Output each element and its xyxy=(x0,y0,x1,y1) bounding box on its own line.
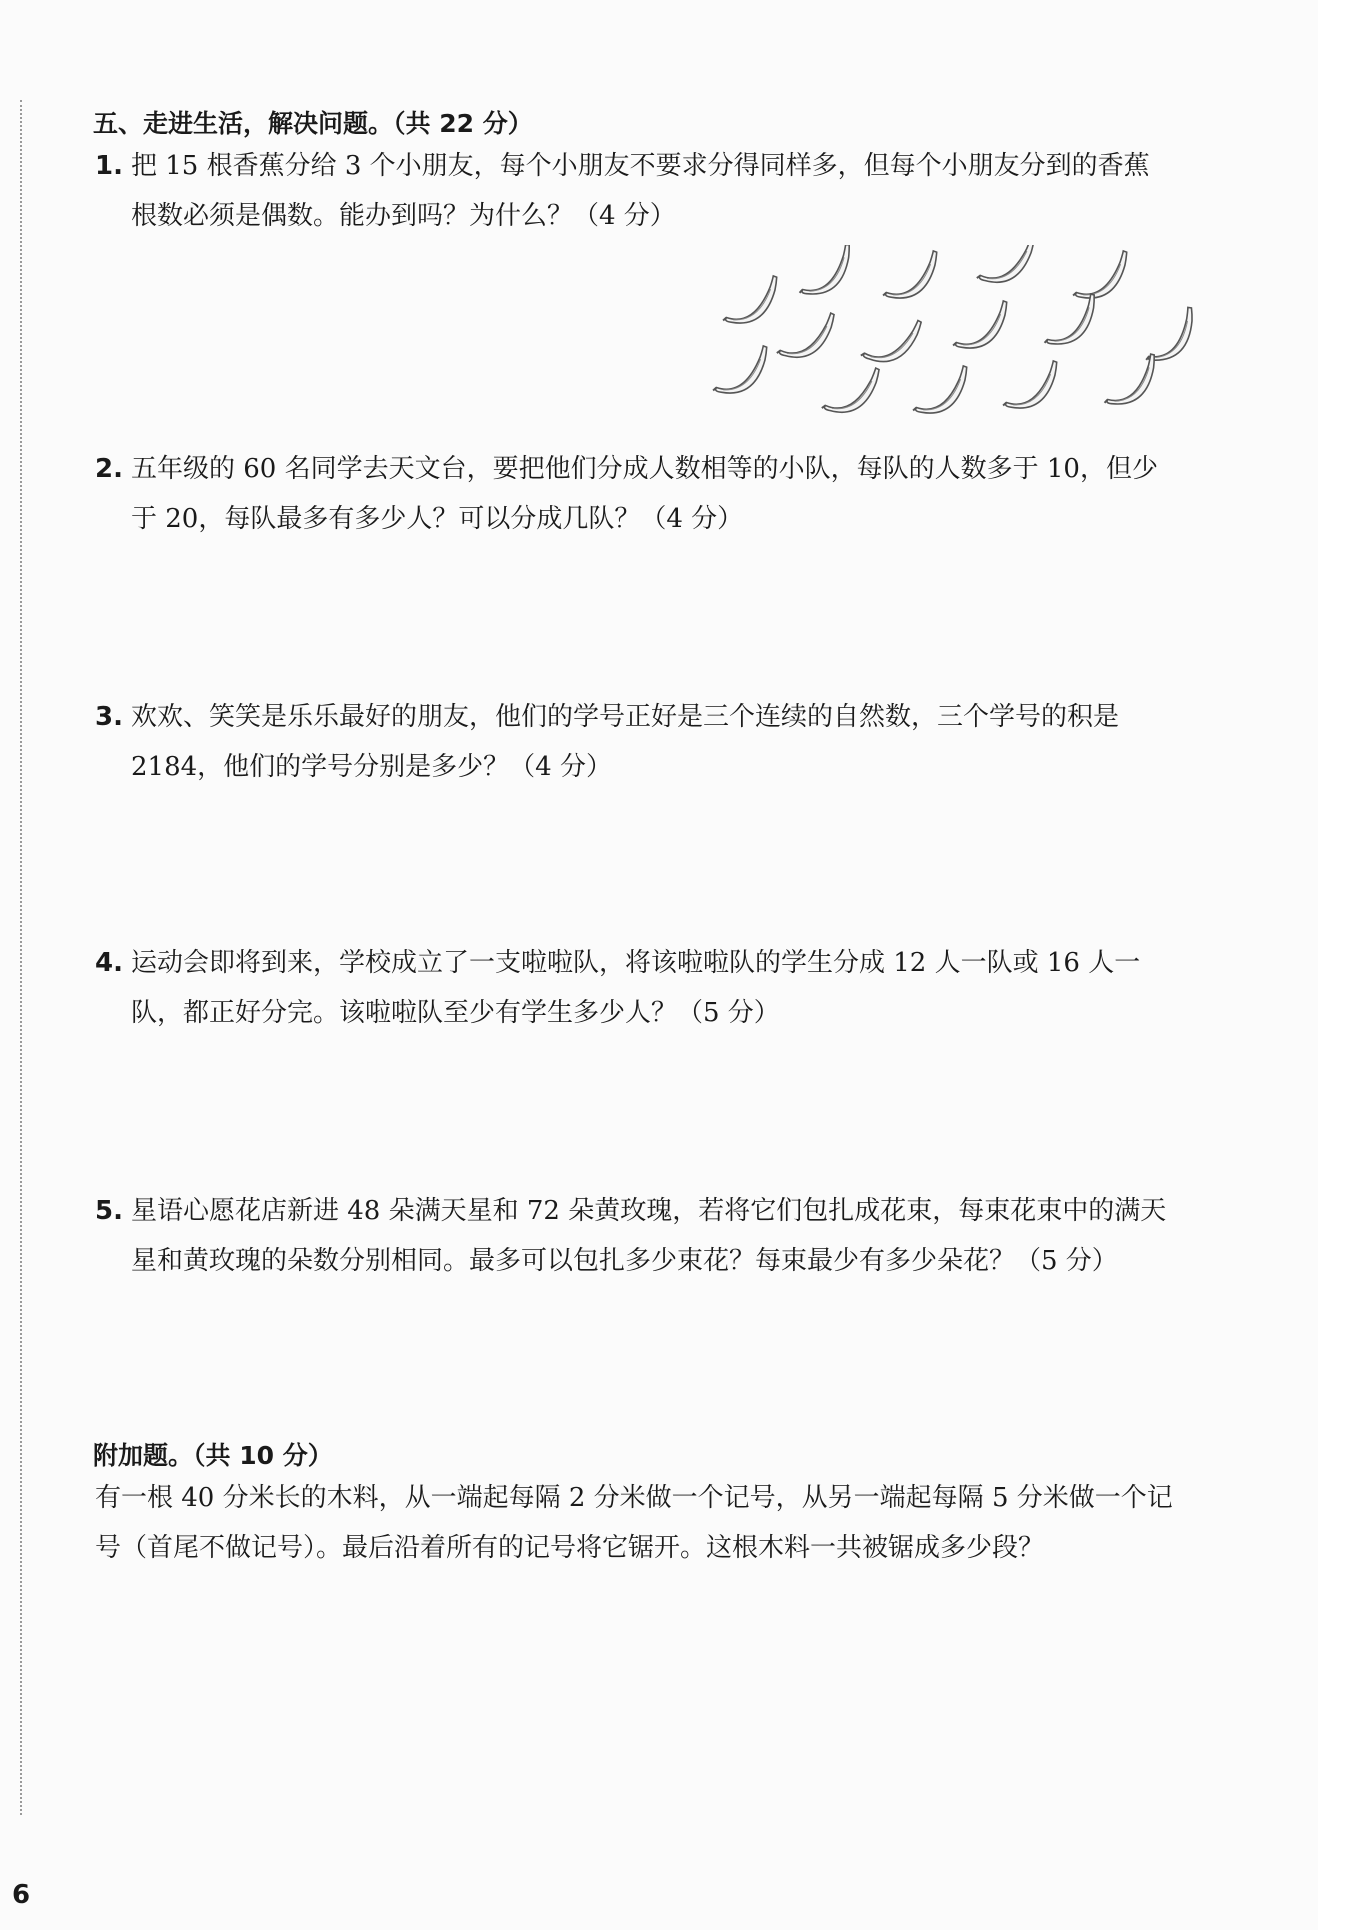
question-4 xyxy=(95,938,1245,1038)
banana-icon xyxy=(817,368,886,416)
question-number: 5. xyxy=(95,1196,123,1226)
section-score: （共 22 分） xyxy=(393,109,533,138)
question-text-line: 根数必须是偶数。能办到吗？为什么？（4 分） xyxy=(131,201,676,231)
page-edge xyxy=(1318,0,1350,1930)
question-text-line: 星和黄玫瑰的朵数分别相同。最多可以包扎多少束花？每束最少有多少朵花？（5 分） xyxy=(131,1246,1118,1276)
question-text-line: 2184，他们的学号分别是多少？（4 分） xyxy=(131,752,612,782)
section-title: 五、走进生活，解决问题。 xyxy=(93,109,394,138)
question-number: 3. xyxy=(95,702,123,732)
question-text-line: 队，都正好分完。该啦啦队至少有学生多少人？（5 分） xyxy=(131,998,780,1028)
question-text-line: 运动会即将到来，学校成立了一支啦啦队，将该啦啦队的学生分成 12 人一队或 16 人一 xyxy=(131,948,1141,978)
banana-icon xyxy=(789,245,861,300)
question-3 xyxy=(95,692,1245,792)
banana-icon xyxy=(1094,353,1166,410)
question-number: 1. xyxy=(95,151,123,181)
question-number: 4. xyxy=(95,948,123,978)
banana-icon xyxy=(972,245,1041,286)
bonus-heading xyxy=(93,1436,333,1472)
bonus-text-line: 号（首尾不做记号）。最后沿着所有的记号将它锯开。这根木料一共被锯成多少段？ xyxy=(95,1533,1045,1563)
question-1 xyxy=(95,141,1245,241)
section-heading xyxy=(93,104,533,140)
banana-icon xyxy=(1134,306,1207,367)
banana-icon xyxy=(705,345,776,398)
banana-icon xyxy=(945,300,1016,353)
banana-icon xyxy=(1034,293,1106,350)
binding-dotted-line xyxy=(20,100,22,1815)
banana-icon xyxy=(772,313,841,361)
question-text-line: 把 15 根香蕉分给 3 个小朋友，每个小朋友不要求分得同样多，但每个小朋友分到的香蕉 xyxy=(131,151,1150,181)
bonus-title: 附加题。 xyxy=(93,1441,194,1470)
question-text-line: 于 20，每队最多有多少人？可以分成几队？（4 分） xyxy=(131,504,744,534)
bonus-question xyxy=(95,1473,1245,1573)
bonus-score: （共 10 分） xyxy=(193,1441,333,1470)
banana-icon xyxy=(715,275,786,328)
question-2 xyxy=(95,444,1245,544)
banana-icon xyxy=(875,250,946,303)
banana-icon xyxy=(858,320,924,363)
page-number: 6 xyxy=(12,1880,31,1910)
question-text-line: 欢欢、笑笑是乐乐最好的朋友，他们的学号正好是三个连续的自然数，三个学号的积是 xyxy=(131,702,1120,732)
question-text-line: 星语心愿花店新进 48 朵满天星和 72 朵黄玫瑰，若将它们包扎成花束，每束花束中的满天 xyxy=(131,1196,1167,1226)
question-text-line: 五年级的 60 名同学去天文台，要把他们分成人数相等的小队，每队的人数多于 10，但少 xyxy=(131,454,1158,484)
question-number: 2. xyxy=(95,454,123,484)
bonus-text-line: 有一根 40 分米长的木料，从一端起每隔 2 分米做一个记号，从另一端起每隔 5 分米做一个记 xyxy=(95,1483,1173,1513)
bananas-illustration xyxy=(700,245,1260,435)
banana-icon xyxy=(1065,250,1136,303)
banana-icon xyxy=(995,360,1066,413)
question-5 xyxy=(95,1186,1245,1286)
banana-icon xyxy=(905,365,976,418)
